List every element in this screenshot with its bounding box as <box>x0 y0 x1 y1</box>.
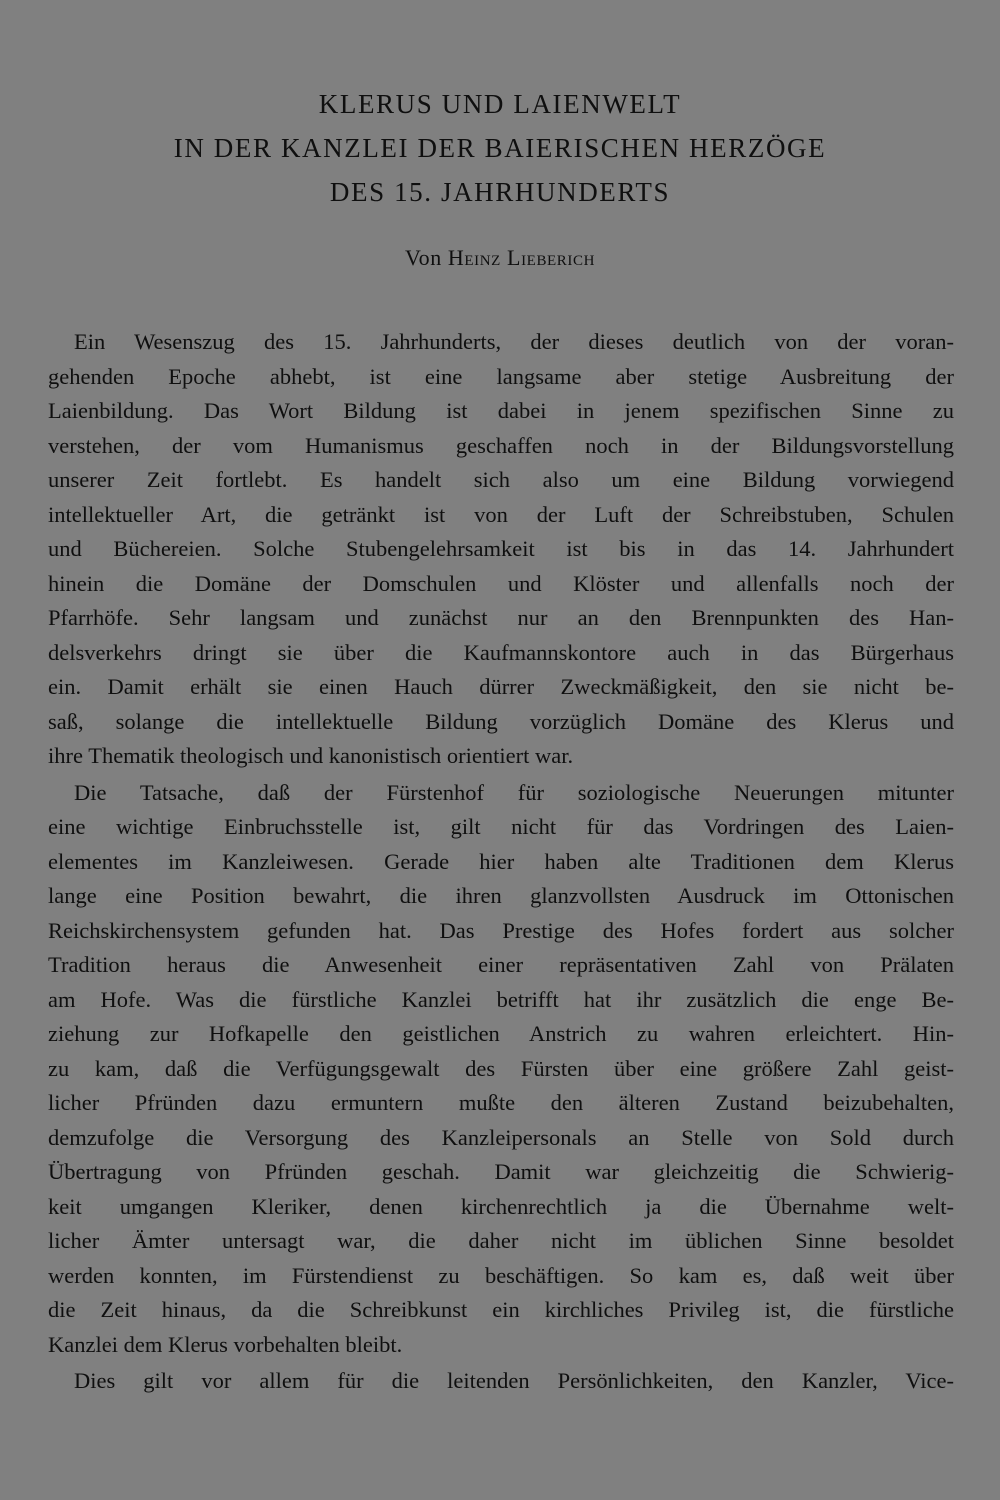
text-line: eine wichtige Einbruchsstelle ist, gilt nicht für das Vordringen des Laien- <box>48 814 954 839</box>
title-line-2: IN DER KANZLEI DER BAIERISCHEN HERZÖGE <box>173 133 827 163</box>
text-line: unserer Zeit fortlebt. Es handelt sich also um eine Bildung vorwiegend <box>48 467 954 492</box>
author-byline <box>0 243 1000 273</box>
text-line: ziehung zur Hofkapelle den geistlichen Anstrich zu wahren erleichtert. Hin- <box>48 1021 954 1046</box>
text-line: ein. Damit erhält sie einen Hauch dürrer Zweckmäßigkeit, den sie nicht be- <box>48 674 954 699</box>
text-line: Pfarrhöfe. Sehr langsam und zunächst nur an den Brennpunkten des Han- <box>48 605 954 630</box>
text-line: gehenden Epoche abhebt, ist eine langsame aber stetige Ausbreitung der <box>48 363 954 389</box>
text-line: delsverkehrs dringt sie über die Kaufmannskontore auch in das Bürgerhaus <box>48 639 954 665</box>
title-line-3: DES 15. JAHRHUNDERTS <box>329 177 671 207</box>
text-line: licher Ämter untersagt war, die daher nicht im üblichen Sinne besoldet <box>48 1228 954 1253</box>
text-line: verstehen, der vom Humanismus geschaffen noch in der Bildungsvorstellung <box>48 432 954 458</box>
text-line: Reichskirchensystem gefunden hat. Das Prestige des Hofes fordert aus solcher <box>48 917 954 943</box>
text-line: Die Tatsache, daß der Fürstenhof für soziologische Neuerungen mitunter <box>74 779 954 805</box>
text-line: intellektueller Art, die getränkt ist von der Luft der Schreibstuben, Schulen <box>48 501 954 527</box>
text-line: Ein Wesenszug des 15. Jahrhunderts, der dieses deutlich von der voran- <box>74 329 954 354</box>
text-line: hinein die Domäne der Domschulen und Klöster und allenfalls noch der <box>48 570 954 596</box>
text-line: am Hofe. Was die fürstliche Kanzlei betrifft hat ihr zusätzlich die enge Be- <box>48 986 954 1012</box>
text-line: Kanzlei dem Klerus vorbehalten bleibt. <box>48 1331 403 1357</box>
text-line: Dies gilt vor allem für die leitenden Persönlichkeiten, den Kanzler, Vice- <box>74 1368 954 1393</box>
text-line: ihre Thematik theologisch und kanonistisch orientiert war. <box>48 743 574 768</box>
author-prefix: Von <box>404 245 442 270</box>
article-title <box>0 82 1000 214</box>
text-line: Laienbildung. Das Wort Bildung ist dabei in jenem spezifischen Sinne zu <box>48 398 954 423</box>
text-line: zu kam, daß die Verfügungsgewalt des Fürsten über eine größere Zahl geist- <box>48 1055 954 1081</box>
text-line: lange eine Position bewahrt, die ihren glanzvollsten Ausdruck im Ottonischen <box>48 883 954 908</box>
text-line: demzufolge die Versorgung des Kanzleipersonals an Stelle von Sold durch <box>48 1124 954 1150</box>
text-line: die Zeit hinaus, da die Schreibkunst ein kirchliches Privileg ist, die fürstliche <box>48 1297 954 1322</box>
text-line: elementes im Kanzleiwesen. Gerade hier haben alte Traditionen dem Klerus <box>48 848 954 874</box>
paragraph <box>48 325 954 774</box>
text-line: werden konnten, im Fürstendienst zu beschäftigen. So kam es, daß weit über <box>48 1262 954 1288</box>
text-line: licher Pfründen dazu ermuntern mußte den älteren Zustand beizubehalten, <box>48 1090 954 1115</box>
text-line: und Büchereien. Solche Stubengelehrsamkeit ist bis in das 14. Jahrhundert <box>48 536 954 561</box>
author-name: Heinz Lieberich <box>447 245 596 270</box>
title-line-1: KLERUS UND LAIENWELT <box>318 89 682 119</box>
paragraph <box>48 776 954 1363</box>
article-body <box>48 325 954 1399</box>
paragraph <box>48 1364 954 1399</box>
text-line: saß, solange die intellektuelle Bildung vorzüglich Domäne des Klerus und <box>48 708 954 734</box>
text-line: Übertragung von Pfründen geschah. Damit war gleichzeitig die Schwierig- <box>48 1159 954 1184</box>
text-line: keit umgangen Kleriker, denen kirchenrechtlich ja die Übernahme welt- <box>48 1193 954 1219</box>
text-line: Tradition heraus die Anwesenheit einer repräsentativen Zahl von Prälaten <box>48 952 954 977</box>
